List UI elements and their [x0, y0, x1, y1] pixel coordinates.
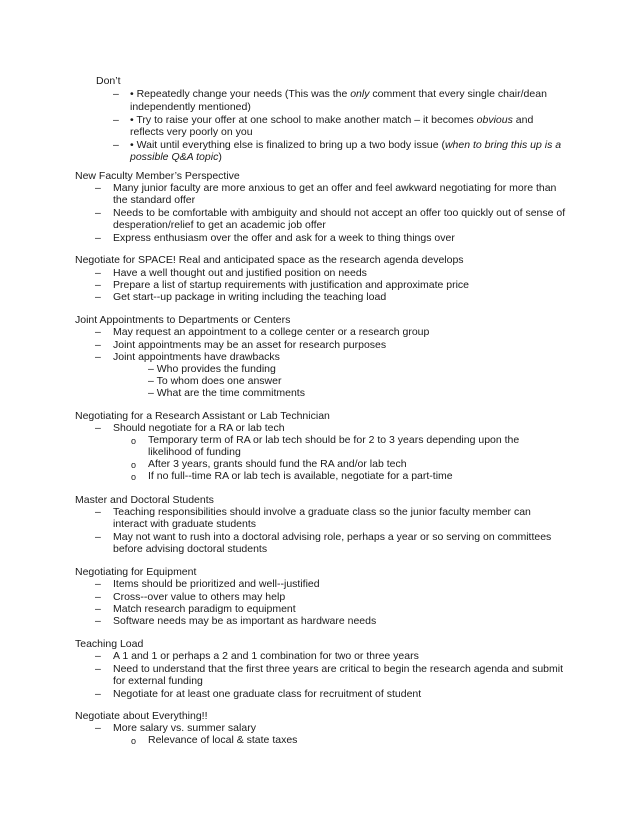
bullet-dash: –: [95, 506, 101, 518]
bullet-dash: –: [113, 114, 119, 126]
bullet-circle: o: [131, 436, 137, 446]
bullet-dash: –: [95, 531, 101, 543]
bullet-dash: –: [95, 422, 101, 434]
dont-item-3-line-2: possible Q&A topic): [130, 151, 222, 163]
bullet-dash: –: [95, 182, 101, 194]
dont-item-2-line-1: • Try to raise your offer at one school to make another match – it becomes obvious and: [130, 114, 534, 126]
bullet-dash: –: [95, 615, 101, 627]
sub-item: – What are the time commitments: [148, 387, 305, 399]
bullet-dash: –: [95, 232, 101, 244]
dont-item-2-line-2: reflects very poorly on you: [130, 126, 253, 138]
bullet-dash: –: [95, 578, 101, 590]
list-item-line: A 1 and 1 or perhaps a 2 and 1 combination for two or three years: [113, 650, 419, 662]
list-item-line: for external funding: [113, 675, 203, 687]
bullet-circle: o: [131, 460, 137, 470]
bullet-circle: o: [131, 736, 137, 746]
list-item-line: Need to understand that the first three years are critical to begin the research agenda and submit: [113, 663, 564, 675]
bullet-dash: –: [95, 326, 101, 338]
dont-item-3-line-1: • Wait until everything else is finalized to bring up a two body issue (when to bring this up is a: [130, 139, 562, 151]
section-heading: Negotiating for Equipment: [75, 566, 197, 578]
list-item-line: Match research paradigm to equipment: [113, 603, 296, 615]
dont-item-1-line-2: independently mentioned): [130, 101, 251, 113]
section-heading: Negotiate about Everything!!: [75, 710, 208, 722]
list-item-line: Prepare a list of startup requirements with justification and approximate price: [113, 279, 470, 291]
list-item-line: Joint appointments have drawbacks: [113, 351, 280, 363]
bullet-dash: –: [95, 722, 101, 734]
section-heading: Master and Doctoral Students: [75, 494, 214, 506]
list-item-line: Joint appointments may be an asset for research purposes: [113, 339, 387, 351]
list-item-line: After 3 years, grants should fund the RA and/or lab tech: [148, 458, 407, 470]
list-item-line: May not want to rush into a doctoral advising role, perhaps a year or so serving on committees: [113, 531, 552, 543]
section-heading: Joint Appointments to Departments or Centers: [75, 314, 291, 326]
list-item-line: the standard offer: [113, 194, 196, 206]
list-item-line: If no full--time RA or lab tech is available, negotiate for a part-time: [148, 470, 453, 482]
list-item-line: Many junior faculty are more anxious to get an offer and feel awkward negotiating for more than: [113, 182, 557, 194]
section-heading: New Faculty Member’s Perspective: [75, 170, 240, 182]
list-item-line: May request an appointment to a college center or a research group: [113, 326, 430, 338]
section-heading: Teaching Load: [75, 638, 144, 650]
list-item-line: Have a well thought out and justified position on needs: [113, 267, 367, 279]
sub-item: – To whom does one answer: [148, 375, 282, 387]
bullet-dash: –: [95, 207, 101, 219]
bullet-dash: –: [95, 339, 101, 351]
bullet-dash: –: [95, 351, 101, 363]
list-item-line: Get start--up package in writing including the teaching load: [113, 291, 387, 303]
bullet-dash: –: [95, 650, 101, 662]
section-heading: Negotiate for SPACE! Real and anticipated space as the research agenda develops: [75, 254, 464, 266]
list-item-line: Negotiate for at least one graduate class for recruitment of student: [113, 688, 422, 700]
list-item-line: Express enthusiasm over the offer and ask for a week to thing things over: [113, 232, 455, 244]
list-item-line: Teaching responsibilities should involve a graduate class so the junior faculty member can: [113, 506, 531, 518]
list-item-line: desperation/relief to get an academic job offer: [113, 219, 326, 231]
bullet-dash: –: [113, 88, 119, 100]
list-item-line: interact with graduate students: [113, 518, 257, 530]
list-item-line: before advising doctoral students: [113, 543, 268, 555]
list-item-line: Software needs may be as important as hardware needs: [113, 615, 377, 627]
bullet-dash: –: [95, 267, 101, 279]
dont-item-1-line-1: • Repeatedly change your needs (This was the only comment that every single chair/dean: [130, 88, 547, 100]
list-item-line: Should negotiate for a RA or lab tech: [113, 422, 285, 434]
list-item-line: Relevance of local & state taxes: [148, 734, 298, 746]
bullet-dash: –: [113, 139, 119, 151]
list-item-line: More salary vs. summer salary: [113, 722, 256, 734]
bullet-dash: –: [95, 688, 101, 700]
bullet-circle: o: [131, 472, 137, 482]
list-item-line: Cross--over value to others may help: [113, 591, 286, 603]
section-heading: Negotiating for a Research Assistant or Lab Technician: [75, 410, 330, 422]
bullet-dash: –: [95, 279, 101, 291]
dont-heading: Don’t: [96, 75, 121, 87]
list-item-line: Temporary term of RA or lab tech should be for 2 to 3 years depending upon the: [148, 434, 520, 446]
bullet-dash: –: [95, 603, 101, 615]
list-item-line: Items should be prioritized and well--justified: [113, 578, 320, 590]
bullet-dash: –: [95, 591, 101, 603]
list-item-line: likelihood of funding: [148, 446, 241, 458]
sub-item: – Who provides the funding: [148, 363, 276, 375]
bullet-dash: –: [95, 663, 101, 675]
bullet-dash: –: [95, 291, 101, 303]
list-item-line: Needs to be comfortable with ambiguity and should not accept an offer too quickly out of sense of: [113, 207, 566, 219]
